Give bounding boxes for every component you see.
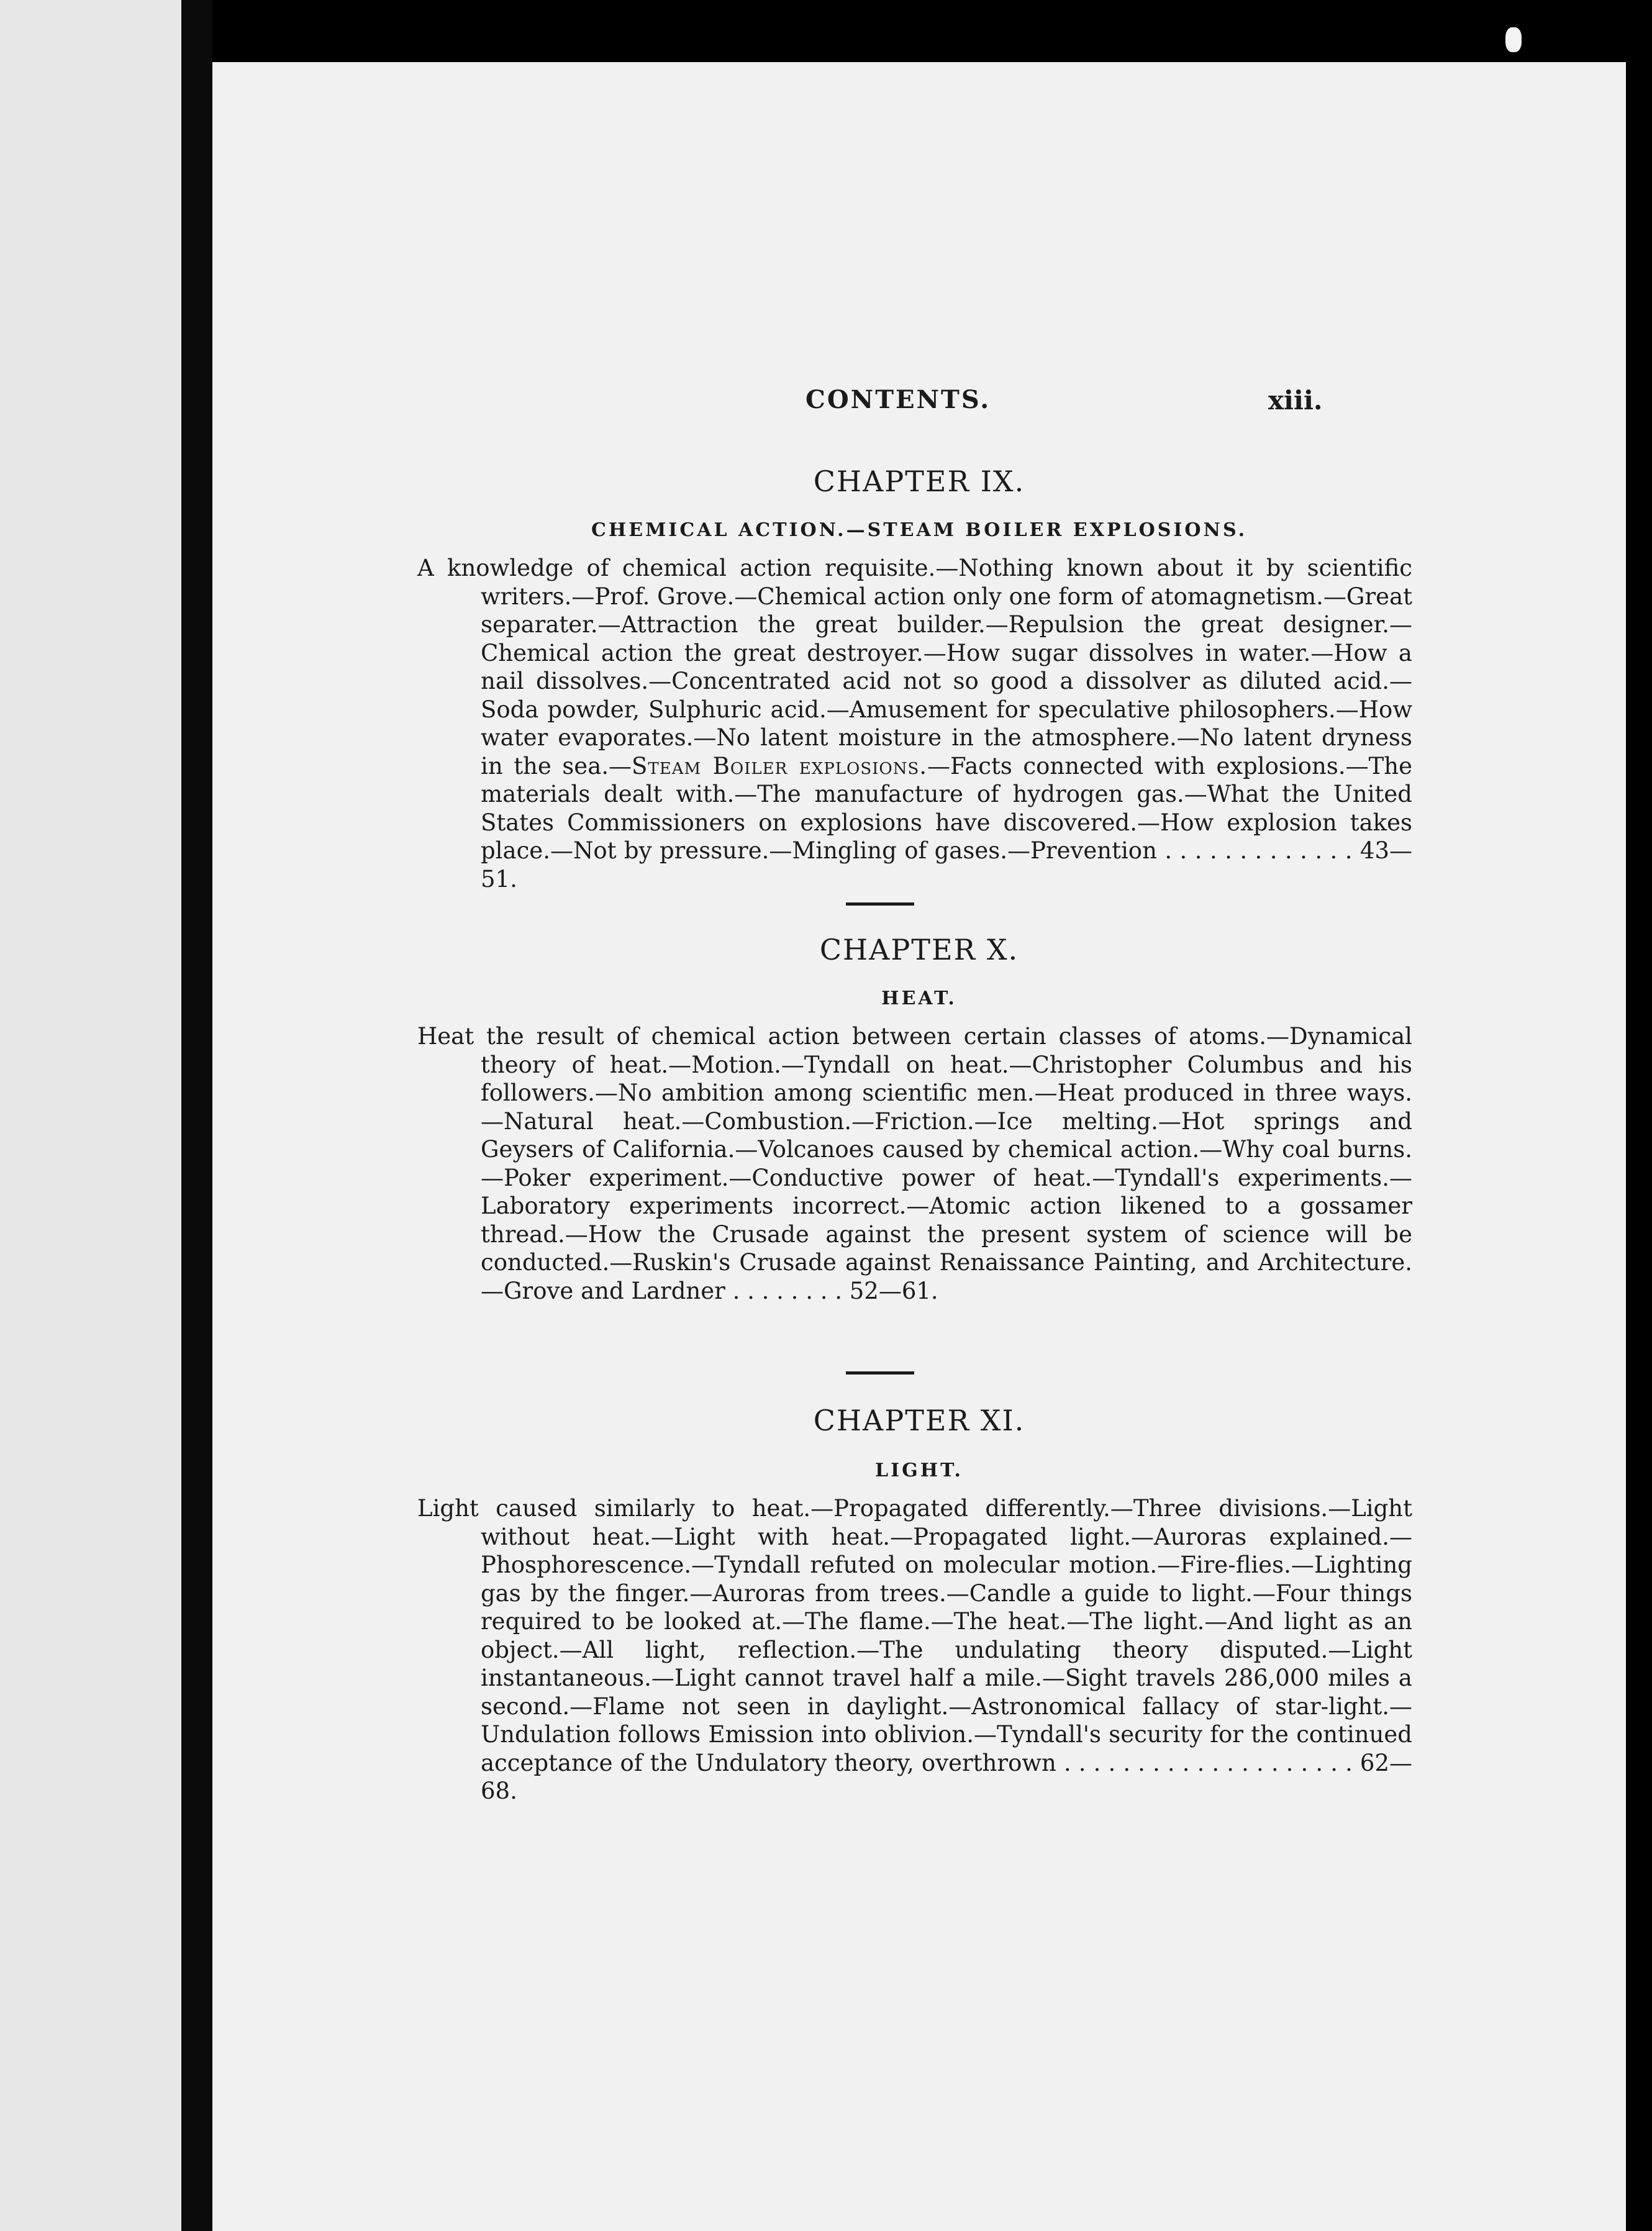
chapter-11-heading: CHAPTER XI. [813, 1404, 1025, 1437]
chapter-9-subtitle: CHEMICAL ACTION.—STEAM BOILER EXPLOSIONS. [591, 519, 1248, 541]
chapter-9-heading: CHAPTER IX. [813, 465, 1025, 498]
chapter-9-summary-text: A knowledge of chemical action requisite.—Nothing known about it by scientific writers.—Prof. Grove.—Chemical action only one form of atomagnetism.—Great separater.—Attraction the great builder.—Repulsion the great designer.—Chemical action the great destroyer.—How sugar dissolves in water.—How a nail dissolves.—Concentrated acid not so good a dissolver as diluted acid.—Soda powder, Sulphuric acid.—Amusement for speculative philosophers.—How water evaporates.—No latent moisture in the atmosphere.—No latent dryness in the sea.— [417, 555, 1412, 779]
chapter-10-subtitle: HEAT. [881, 988, 957, 1009]
section-rule [846, 902, 914, 906]
page-number: xiii. [1268, 385, 1323, 416]
chapter-10-heading: CHAPTER X. [819, 933, 1019, 966]
section-rule [846, 1371, 914, 1374]
book-page [212, 62, 1626, 2231]
facing-page-edge [0, 0, 181, 2231]
chapter-9-summary-smallcaps: Steam Boiler explosions. [632, 752, 928, 779]
chapter-11-subtitle: LIGHT. [875, 1460, 963, 1481]
chapter-9-summary-text-end: —Facts connected with explosions.—The materials dealt with.—The manufacture of hydrogen gas.—What the United States Commissioners on explosions have discovered.—How explosion takes place.—Not by pressure.—Mingling of gases.—Prevention . . . . . . . . . . . . . 43—51. [481, 752, 1412, 893]
running-title: CONTENTS. [806, 385, 991, 414]
scan-speck [1505, 27, 1522, 52]
chapter-9-summary [417, 554, 1412, 893]
chapter-11-summary: Light caused similarly to heat.—Propagated differently.—Three divisions.—Light without heat.—Light with heat.—Propagated light.—Auroras explained.—Phosphorescence.—Tyndall refuted on molecular motion.—Fire-flies.—Lighting gas by the finger.—Auroras from trees.—Candle a guide to light.—Four things required to be looked at.—The flame.—The heat.—The light.—And light as an object.—All light, reflection.—The undulating theory disputed.—Light instantaneous.—Light cannot travel half a mile.—Sight travels 286,000 miles a second.—Flame not seen in daylight.—Astronomical fallacy of star-light.—Undulation follows Emission into oblivion.—Tyndall's security for the continued acceptance of the Undulatory theory, overthrown . . . . . . . . . . . . . . . . . . . . 62—68. [417, 1495, 1412, 1804]
chapter-10-summary: Heat the result of chemical action between certain classes of atoms.—Dynamical theory of heat.—Motion.—Tyndall on heat.—Christopher Columbus and his followers.—No ambition among scientific men.—Heat produced in three ways.—Natural heat.—Combustion.—Friction.—Ice melting.—Hot springs and Geysers of California.—Volcanoes caused by chemical action.—Why coal burns.—Poker experiment.—Conductive power of heat.—Tyndall's experiments.—Laboratory experiments incorrect.—Atomic action likened to a gossamer thread.—How the Crusade against the present system of science will be conducted.—Ruskin's Crusade against Renaissance Painting, and Architecture.—Grove and Lardner . . . . . . . . 52—61. [417, 1023, 1412, 1304]
running-head [212, 385, 1626, 422]
book-gutter [181, 0, 212, 2231]
